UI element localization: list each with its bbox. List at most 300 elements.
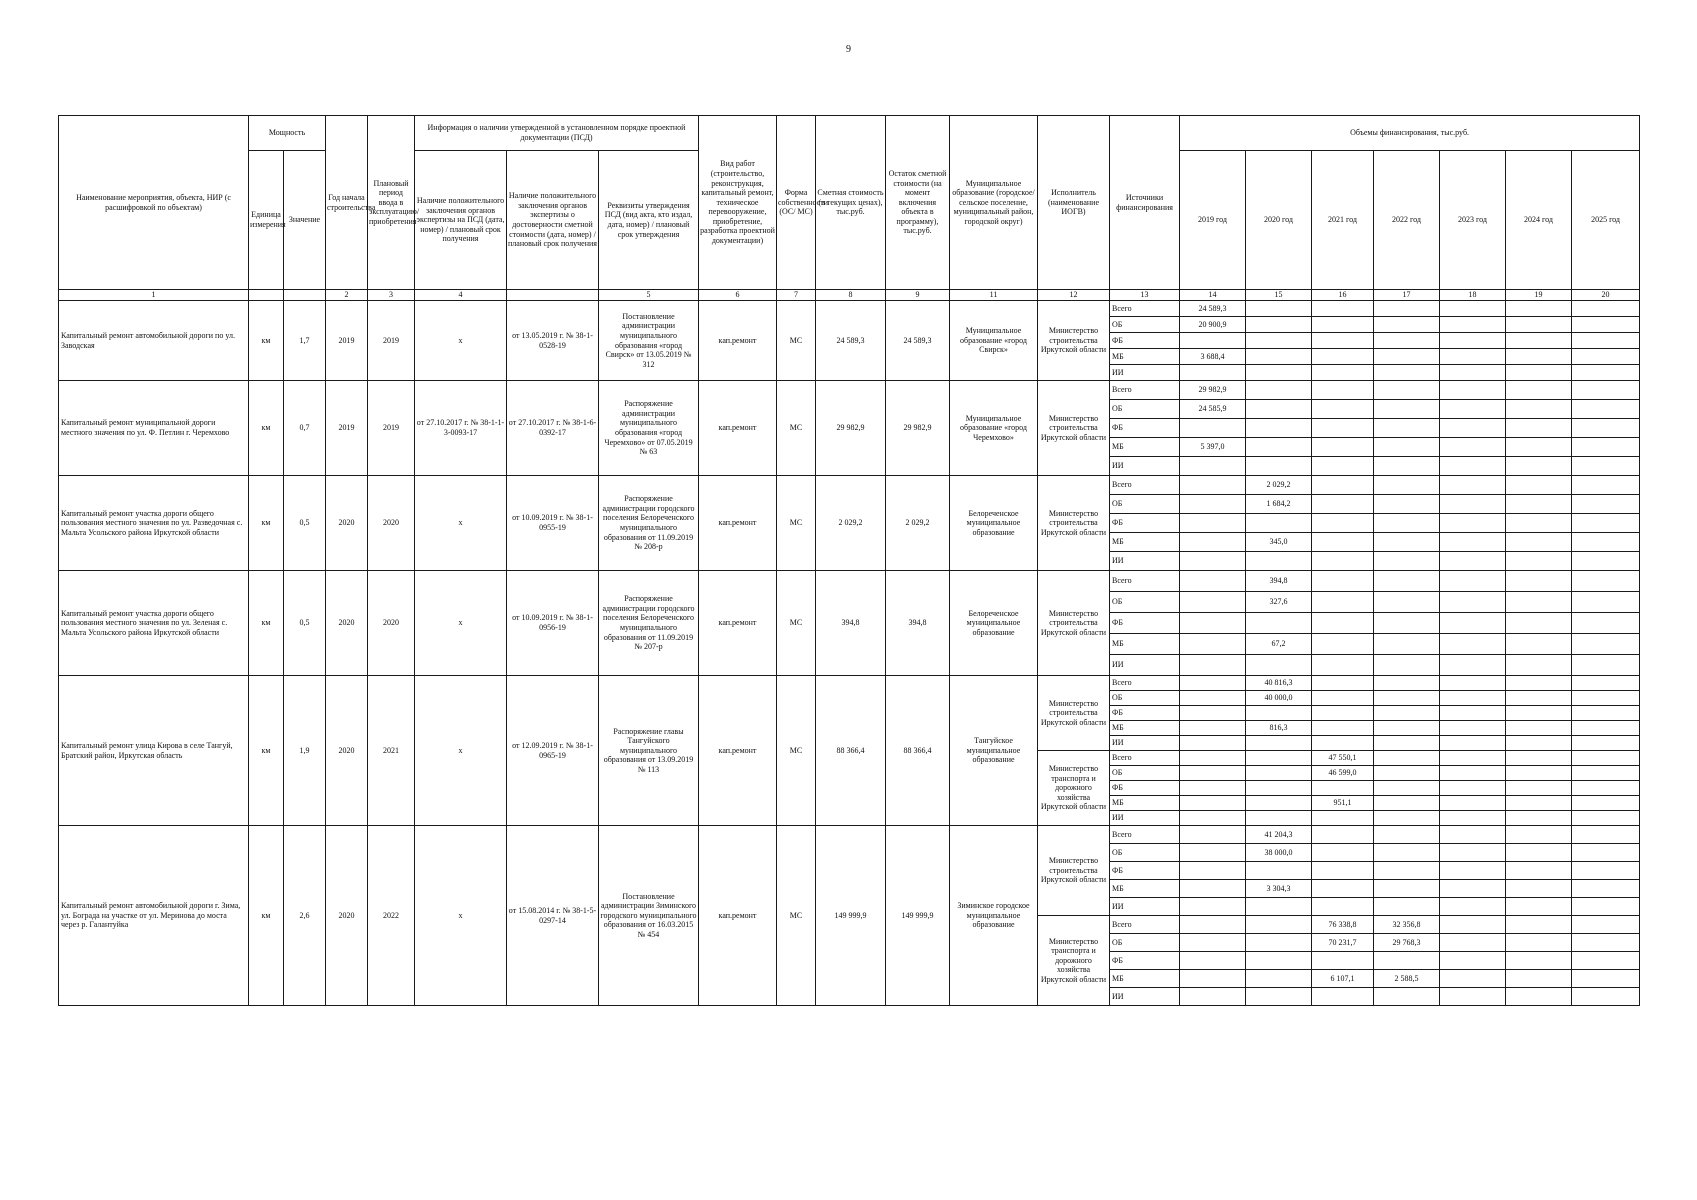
column-number: 15 — [1246, 290, 1312, 301]
start-year: 2019 — [326, 381, 368, 476]
column-number: 6 — [699, 290, 777, 301]
funding-amount — [1506, 495, 1572, 514]
funding-amount — [1440, 381, 1506, 400]
funding-amount — [1246, 862, 1312, 880]
funding-amount: 394,8 — [1246, 571, 1312, 592]
funding-amount: 40 816,3 — [1246, 676, 1312, 691]
header-year: 2023 год — [1440, 151, 1506, 290]
funding-amount — [1572, 691, 1640, 706]
funding-amount — [1180, 952, 1246, 970]
object-name: Капитальный ремонт улица Кирова в селе Тангуй, Братский район, Иркутская область — [59, 676, 249, 826]
estimated-cost: 24 589,3 — [816, 301, 886, 381]
funding-amount — [1440, 457, 1506, 476]
funding-amount — [1572, 844, 1640, 862]
funding-amount — [1180, 655, 1246, 676]
ownership-form: МС — [777, 571, 816, 676]
funding-amount — [1312, 514, 1374, 533]
financing-table — [58, 115, 1640, 1006]
funding-source: Всего — [1110, 301, 1180, 317]
funding-source: ОБ — [1110, 934, 1180, 952]
funding-amount: 1 684,2 — [1246, 495, 1312, 514]
funding-amount — [1572, 898, 1640, 916]
header-capacity: Мощность — [249, 116, 326, 151]
funding-amount — [1572, 880, 1640, 898]
funding-amount — [1506, 476, 1572, 495]
funding-amount — [1312, 495, 1374, 514]
funding-amount — [1572, 952, 1640, 970]
funding-amount — [1180, 634, 1246, 655]
ownership-form: МС — [777, 826, 816, 1006]
funding-amount — [1506, 706, 1572, 721]
header-approval: Реквизиты утверждения ПСД (вид акта, кто издал, дата, номер) / плановый срок утверждения — [599, 151, 699, 290]
unit-cell: км — [249, 381, 284, 476]
funding-amount — [1506, 419, 1572, 438]
column-number: 12 — [1038, 290, 1110, 301]
funding-amount — [1572, 333, 1640, 349]
funding-source: ИИ — [1110, 457, 1180, 476]
funding-amount — [1506, 613, 1572, 634]
funding-amount — [1312, 721, 1374, 736]
funding-amount: 40 000,0 — [1246, 691, 1312, 706]
funding-amount — [1180, 514, 1246, 533]
funding-amount — [1246, 613, 1312, 634]
approval-details: Распоряжение администрации городского поселения Белореченского муниципального образования от 11.09.2019 № 207-р — [599, 571, 699, 676]
funding-amount — [1572, 826, 1640, 844]
funding-amount — [1374, 796, 1440, 811]
funding-amount — [1572, 438, 1640, 457]
header-ownership: Форма собственности (ОС/ МС) — [777, 116, 816, 290]
approval-details: Постановление администрации муниципального образования «город Свирск» от 13.05.2019 № 312 — [599, 301, 699, 381]
funding-amount: 47 550,1 — [1312, 751, 1374, 766]
remaining-cost: 29 982,9 — [886, 381, 950, 476]
column-number — [284, 290, 326, 301]
funding-amount — [1374, 736, 1440, 751]
funding-amount — [1440, 970, 1506, 988]
funding-amount — [1440, 655, 1506, 676]
remaining-cost: 394,8 — [886, 571, 950, 676]
funding-amount — [1440, 571, 1506, 592]
funding-source: Всего — [1110, 826, 1180, 844]
funding-amount — [1312, 898, 1374, 916]
funding-amount — [1506, 952, 1572, 970]
funding-amount — [1374, 533, 1440, 552]
funding-amount — [1506, 916, 1572, 934]
funding-amount: 29 982,9 — [1180, 381, 1246, 400]
funding-amount — [1572, 970, 1640, 988]
funding-source: МБ — [1110, 349, 1180, 365]
funding-amount — [1572, 706, 1640, 721]
estimated-cost: 88 366,4 — [816, 676, 886, 826]
funding-amount — [1374, 400, 1440, 419]
funding-source: МБ — [1110, 880, 1180, 898]
start-year: 2020 — [326, 826, 368, 1006]
approval-details: Распоряжение администрации муниципального образования «город Черемхово» от 07.05.2019 № 63 — [599, 381, 699, 476]
funding-amount — [1506, 552, 1572, 571]
funding-source: МБ — [1110, 533, 1180, 552]
funding-amount — [1312, 880, 1374, 898]
funding-amount — [1440, 988, 1506, 1006]
funding-amount: 76 338,8 — [1312, 916, 1374, 934]
funding-amount — [1572, 365, 1640, 381]
funding-amount — [1440, 781, 1506, 796]
executor: Министерство строительства Иркутской области — [1038, 381, 1110, 476]
funding-amount — [1180, 988, 1246, 1006]
funding-amount — [1440, 533, 1506, 552]
psd-expertise: х — [415, 476, 507, 571]
column-number: 19 — [1506, 290, 1572, 301]
funding-amount — [1440, 592, 1506, 613]
funding-amount — [1246, 381, 1312, 400]
funding-amount — [1440, 952, 1506, 970]
funding-amount — [1572, 736, 1640, 751]
funding-amount — [1374, 514, 1440, 533]
funding-amount — [1506, 934, 1572, 952]
funding-amount — [1440, 916, 1506, 934]
funding-amount — [1180, 571, 1246, 592]
funding-source: ИИ — [1110, 655, 1180, 676]
funding-amount: 29 768,3 — [1374, 934, 1440, 952]
funding-amount — [1506, 592, 1572, 613]
header-start-year: Год начала строительства — [326, 116, 368, 290]
funding-amount — [1572, 916, 1640, 934]
funding-amount — [1506, 333, 1572, 349]
funding-amount — [1572, 751, 1640, 766]
funding-amount — [1312, 301, 1374, 317]
funding-amount — [1180, 333, 1246, 349]
funding-amount — [1312, 381, 1374, 400]
funding-amount — [1246, 349, 1312, 365]
executor: Министерство транспорта и дорожного хозяйства Иркутской области — [1038, 916, 1110, 1006]
funding-amount — [1312, 400, 1374, 419]
header-remaining-cost: Остаток сметной стоимости (на момент включения объекта в программу), тыс.руб. — [886, 116, 950, 290]
funding-amount — [1572, 533, 1640, 552]
funding-amount — [1312, 811, 1374, 826]
header-estimated-cost: Сметная стоимость (в текущих ценах), тыс.руб. — [816, 116, 886, 290]
funding-amount — [1180, 796, 1246, 811]
funding-amount — [1180, 706, 1246, 721]
column-number: 2 — [326, 290, 368, 301]
psd-expertise: х — [415, 676, 507, 826]
unit-cell: км — [249, 301, 284, 381]
funding-amount — [1374, 349, 1440, 365]
funding-amount — [1506, 970, 1572, 988]
funding-amount — [1246, 916, 1312, 934]
funding-amount — [1374, 691, 1440, 706]
funding-amount — [1374, 592, 1440, 613]
column-number: 11 — [950, 290, 1038, 301]
funding-amount — [1506, 457, 1572, 476]
funding-source: МБ — [1110, 634, 1180, 655]
funding-amount — [1312, 862, 1374, 880]
funding-amount — [1506, 898, 1572, 916]
funding-amount — [1572, 592, 1640, 613]
funding-amount — [1572, 514, 1640, 533]
estimated-cost: 394,8 — [816, 571, 886, 676]
funding-amount — [1506, 365, 1572, 381]
funding-amount — [1572, 419, 1640, 438]
funding-amount — [1440, 514, 1506, 533]
object-name: Капитальный ремонт участка дороги общего пользования местного значения по ул. Зеленая с. Мальта Усольского района Иркутской области — [59, 571, 249, 676]
funding-amount — [1440, 495, 1506, 514]
funding-amount — [1374, 457, 1440, 476]
funding-source: ИИ — [1110, 811, 1180, 826]
header-unit: Единица измерения — [249, 151, 284, 290]
funding-amount — [1374, 751, 1440, 766]
table-row — [59, 676, 1640, 691]
municipality: Зиминское городское муниципальное образование — [950, 826, 1038, 1006]
funding-amount — [1374, 862, 1440, 880]
funding-amount — [1180, 781, 1246, 796]
funding-amount — [1506, 301, 1572, 317]
column-number — [249, 290, 284, 301]
funding-amount — [1374, 495, 1440, 514]
funding-amount — [1180, 457, 1246, 476]
funding-source: ИИ — [1110, 988, 1180, 1006]
funding-amount — [1312, 552, 1374, 571]
funding-amount: 345,0 — [1246, 533, 1312, 552]
start-year: 2020 — [326, 676, 368, 826]
funding-amount: 327,6 — [1246, 592, 1312, 613]
funding-amount — [1572, 811, 1640, 826]
funding-amount — [1180, 916, 1246, 934]
remaining-cost: 2 029,2 — [886, 476, 950, 571]
funding-amount — [1180, 721, 1246, 736]
funding-amount — [1374, 880, 1440, 898]
funding-amount — [1312, 844, 1374, 862]
cost-expertise: от 10.09.2019 г. № 38-1-0956-19 — [507, 571, 599, 676]
funding-amount: 951,1 — [1312, 796, 1374, 811]
funding-amount — [1506, 400, 1572, 419]
executor: Министерство строительства Иркутской области — [1038, 826, 1110, 916]
column-number: 5 — [599, 290, 699, 301]
funding-amount — [1572, 655, 1640, 676]
funding-amount — [1180, 751, 1246, 766]
funding-source: Всего — [1110, 916, 1180, 934]
funding-amount — [1440, 751, 1506, 766]
funding-amount — [1246, 736, 1312, 751]
funding-source: МБ — [1110, 721, 1180, 736]
cost-expertise: от 15.08.2014 г. № 38-1-5-0297-14 — [507, 826, 599, 1006]
header-year: 2020 год — [1246, 151, 1312, 290]
unit-cell: км — [249, 476, 284, 571]
funding-amount — [1312, 988, 1374, 1006]
column-number: 17 — [1374, 290, 1440, 301]
funding-amount — [1440, 419, 1506, 438]
executor: Министерство строительства Иркутской области — [1038, 676, 1110, 751]
approval-details: Постановление администрации Зиминского городского муниципального образования от 16.03.2015 № 454 — [599, 826, 699, 1006]
funding-amount — [1572, 934, 1640, 952]
funding-amount: 3 688,4 — [1180, 349, 1246, 365]
funding-amount — [1312, 676, 1374, 691]
funding-amount — [1180, 844, 1246, 862]
funding-amount — [1312, 533, 1374, 552]
table-row — [59, 571, 1640, 592]
funding-amount — [1180, 880, 1246, 898]
funding-amount — [1572, 796, 1640, 811]
table-body — [59, 301, 1640, 1006]
funding-amount — [1440, 880, 1506, 898]
funding-amount — [1246, 796, 1312, 811]
funding-amount — [1506, 655, 1572, 676]
cost-expertise: от 12.09.2019 г. № 38-1-0965-19 — [507, 676, 599, 826]
funding-amount — [1246, 419, 1312, 438]
column-number — [507, 290, 599, 301]
funding-amount — [1246, 365, 1312, 381]
funding-amount — [1506, 751, 1572, 766]
planned-period: 2022 — [368, 826, 415, 1006]
funding-amount — [1246, 811, 1312, 826]
estimated-cost: 149 999,9 — [816, 826, 886, 1006]
funding-amount — [1374, 811, 1440, 826]
funding-amount — [1374, 301, 1440, 317]
funding-amount — [1440, 934, 1506, 952]
funding-amount — [1440, 736, 1506, 751]
funding-amount — [1572, 721, 1640, 736]
funding-amount — [1572, 381, 1640, 400]
funding-amount — [1246, 514, 1312, 533]
funding-amount — [1374, 655, 1440, 676]
funding-amount: 3 304,3 — [1246, 880, 1312, 898]
header-psd-expertise: Наличие положительного заключения органов экспертизы на ПСД (дата, номер) / плановый срок получения — [415, 151, 507, 290]
column-number: 9 — [886, 290, 950, 301]
funding-amount — [1440, 862, 1506, 880]
funding-amount — [1180, 495, 1246, 514]
funding-amount — [1506, 988, 1572, 1006]
column-number: 7 — [777, 290, 816, 301]
funding-amount — [1440, 811, 1506, 826]
funding-amount — [1506, 721, 1572, 736]
funding-amount — [1506, 766, 1572, 781]
header-psd-group: Информация о наличии утвержденной в установленном порядке проектной документации (ПСД) — [415, 116, 699, 151]
work-type: кап.ремонт — [699, 676, 777, 826]
funding-amount: 32 356,8 — [1374, 916, 1440, 934]
funding-amount — [1440, 898, 1506, 916]
funding-amount — [1506, 571, 1572, 592]
funding-amount — [1374, 706, 1440, 721]
funding-amount: 41 204,3 — [1246, 826, 1312, 844]
funding-amount — [1374, 476, 1440, 495]
funding-source: ИИ — [1110, 365, 1180, 381]
funding-amount — [1572, 476, 1640, 495]
funding-amount — [1572, 317, 1640, 333]
header-year: 2019 год — [1180, 151, 1246, 290]
ownership-form: МС — [777, 381, 816, 476]
funding-source: ФБ — [1110, 333, 1180, 349]
header-sources: Источники финансирования — [1110, 116, 1180, 290]
table-row — [59, 826, 1640, 844]
funding-amount — [1312, 333, 1374, 349]
funding-amount: 67,2 — [1246, 634, 1312, 655]
column-number: 3 — [368, 290, 415, 301]
funding-amount — [1440, 826, 1506, 844]
funding-amount — [1572, 349, 1640, 365]
funding-amount — [1506, 781, 1572, 796]
funding-amount — [1374, 844, 1440, 862]
funding-amount — [1180, 898, 1246, 916]
funding-amount — [1440, 844, 1506, 862]
funding-amount — [1440, 766, 1506, 781]
funding-source: ФБ — [1110, 613, 1180, 634]
funding-amount — [1506, 736, 1572, 751]
funding-source: ОБ — [1110, 400, 1180, 419]
funding-amount — [1180, 736, 1246, 751]
estimated-cost: 2 029,2 — [816, 476, 886, 571]
funding-amount — [1374, 766, 1440, 781]
funding-amount — [1312, 457, 1374, 476]
funding-amount — [1374, 317, 1440, 333]
funding-amount — [1506, 349, 1572, 365]
funding-amount — [1312, 476, 1374, 495]
funding-amount — [1180, 419, 1246, 438]
funding-amount — [1506, 811, 1572, 826]
funding-amount: 2 588,5 — [1374, 970, 1440, 988]
funding-amount — [1440, 365, 1506, 381]
funding-amount — [1312, 592, 1374, 613]
funding-amount — [1180, 862, 1246, 880]
estimated-cost: 29 982,9 — [816, 381, 886, 476]
funding-amount — [1312, 419, 1374, 438]
funding-source: МБ — [1110, 438, 1180, 457]
funding-amount — [1312, 317, 1374, 333]
work-type: кап.ремонт — [699, 476, 777, 571]
funding-amount — [1246, 438, 1312, 457]
funding-source: Всего — [1110, 476, 1180, 495]
funding-source: Всего — [1110, 571, 1180, 592]
funding-source: ФБ — [1110, 514, 1180, 533]
funding-source: ОБ — [1110, 592, 1180, 613]
funding-amount — [1440, 634, 1506, 655]
header-year: 2024 год — [1506, 151, 1572, 290]
funding-amount — [1506, 381, 1572, 400]
funding-amount — [1246, 988, 1312, 1006]
psd-expertise: х — [415, 571, 507, 676]
funding-amount — [1572, 781, 1640, 796]
funding-amount — [1312, 349, 1374, 365]
funding-amount — [1180, 552, 1246, 571]
funding-amount — [1180, 691, 1246, 706]
column-number-row — [59, 290, 1640, 301]
cost-expertise: от 13.05.2019 г. № 38-1-0528-19 — [507, 301, 599, 381]
remaining-cost: 24 589,3 — [886, 301, 950, 381]
funding-amount — [1506, 826, 1572, 844]
object-name: Капитальный ремонт автомобильной дороги по ул. Заводская — [59, 301, 249, 381]
funding-amount — [1246, 952, 1312, 970]
executor: Министерство строительства Иркутской области — [1038, 301, 1110, 381]
funding-amount — [1312, 736, 1374, 751]
work-type: кап.ремонт — [699, 571, 777, 676]
funding-amount — [1506, 438, 1572, 457]
funding-amount — [1572, 613, 1640, 634]
funding-amount — [1180, 676, 1246, 691]
header-year: 2022 год — [1374, 151, 1440, 290]
capacity-value: 0,5 — [284, 476, 326, 571]
psd-expertise: х — [415, 826, 507, 1006]
capacity-value: 1,9 — [284, 676, 326, 826]
funding-amount — [1440, 552, 1506, 571]
funding-source: МБ — [1110, 970, 1180, 988]
unit-cell: км — [249, 676, 284, 826]
funding-amount — [1440, 706, 1506, 721]
funding-amount — [1180, 613, 1246, 634]
remaining-cost: 149 999,9 — [886, 826, 950, 1006]
funding-source: МБ — [1110, 796, 1180, 811]
capacity-value: 2,6 — [284, 826, 326, 1006]
funding-amount — [1374, 438, 1440, 457]
work-type: кап.ремонт — [699, 381, 777, 476]
funding-source: ФБ — [1110, 706, 1180, 721]
header-year: 2021 год — [1312, 151, 1374, 290]
funding-amount — [1572, 400, 1640, 419]
